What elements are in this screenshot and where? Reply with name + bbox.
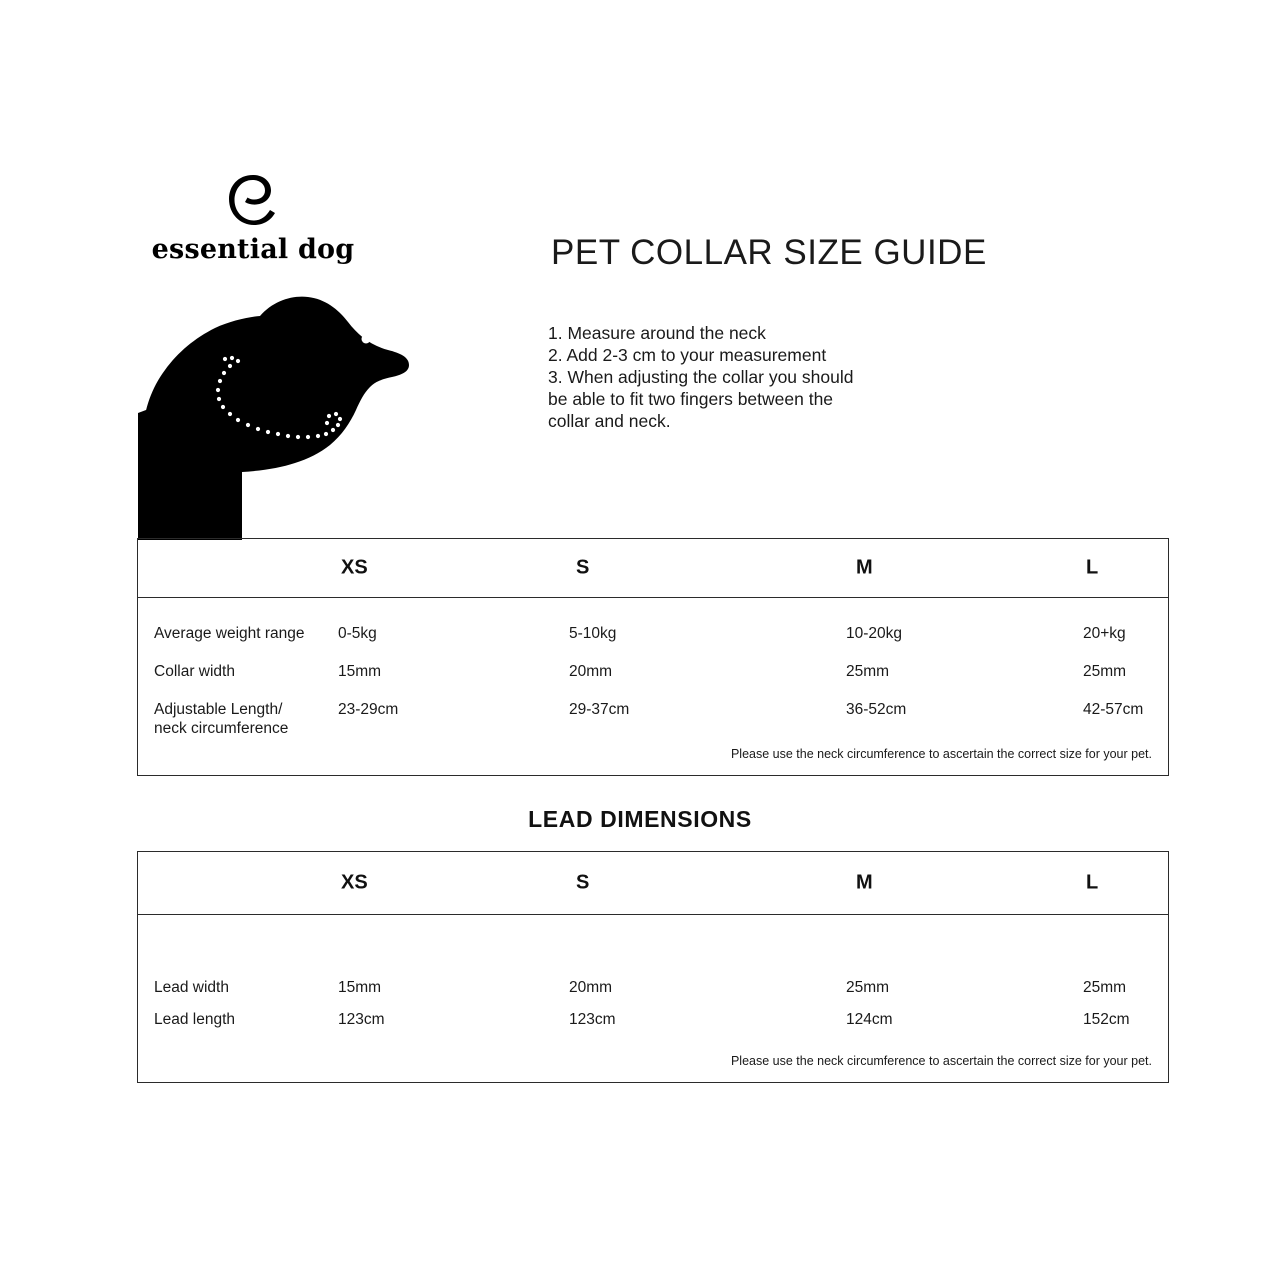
cell-adjustable-length-s: 29-37cm xyxy=(569,701,630,718)
lead-dimensions-table xyxy=(137,851,1169,1083)
lead-table-footnote: Please use the neck circumference to ascertain the correct size for your pet. xyxy=(730,1054,1152,1068)
table-row xyxy=(138,662,1168,684)
lead-dimensions-title: LEAD DIMENSIONS xyxy=(528,806,752,832)
cell-collar-width-l: 25mm xyxy=(1083,663,1127,680)
cell-collar-width-xs: 15mm xyxy=(338,663,382,680)
collar-size-table xyxy=(137,538,1169,776)
cell-weight-m: 10-20kg xyxy=(846,625,903,642)
cell-weight-xs: 0-5kg xyxy=(338,625,377,642)
row-label-lead-width: Lead width xyxy=(154,979,229,996)
cell-lead-width-l: 25mm xyxy=(1083,979,1127,996)
cell-lead-width-m: 25mm xyxy=(846,979,890,996)
collar-column-header-l: L xyxy=(1086,556,1099,579)
cell-collar-width-m: 25mm xyxy=(846,663,890,680)
dog-illustration xyxy=(120,295,430,545)
table-row xyxy=(138,624,1168,646)
instructions-list xyxy=(548,322,968,432)
row-label-collar-width: Collar width xyxy=(154,663,235,680)
row-label-adjustable-length-line2: neck circumference xyxy=(154,720,289,737)
brand-name: essential dog xyxy=(151,234,355,265)
cell-adjustable-length-xs: 23-29cm xyxy=(338,701,399,718)
dog-head-silhouette xyxy=(132,297,409,545)
instruction-step-3: 3. When adjusting the collar you should xyxy=(548,367,854,387)
row-label-adjustable-length-line1: Adjustable Length/ xyxy=(154,701,283,718)
collar-column-header-m: M xyxy=(856,556,873,579)
cell-lead-length-m: 124cm xyxy=(846,1011,893,1028)
table-row xyxy=(138,1010,1168,1032)
row-label-adjustable-length xyxy=(154,700,288,738)
lead-column-header-l: L xyxy=(1086,871,1099,894)
collar-table-header-row xyxy=(138,539,1168,598)
cell-adjustable-length-l: 42-57cm xyxy=(1083,701,1144,718)
cell-collar-width-s: 20mm xyxy=(569,663,613,680)
brand-logo xyxy=(138,172,368,265)
collar-column-header-s: S xyxy=(576,556,590,579)
instruction-step-2: 2. Add 2-3 cm to your measurement xyxy=(548,345,827,365)
instruction-step-3-line-3: collar and neck. xyxy=(548,411,671,431)
collar-column-header-xs: XS xyxy=(341,556,368,579)
cell-lead-length-s: 123cm xyxy=(569,1011,616,1028)
table-row xyxy=(138,978,1168,1000)
lead-table-header-row xyxy=(138,852,1168,915)
instruction-step-3-line-2: be able to fit two fingers between the xyxy=(548,389,834,409)
cell-lead-width-s: 20mm xyxy=(569,979,613,996)
cell-lead-width-xs: 15mm xyxy=(338,979,382,996)
page-title: PET COLLAR SIZE GUIDE xyxy=(551,233,987,272)
lead-column-header-m: M xyxy=(856,871,873,894)
row-label-lead-length: Lead length xyxy=(154,1011,236,1028)
lead-column-header-s: S xyxy=(576,871,590,894)
cell-weight-l: 20+kg xyxy=(1083,625,1126,642)
row-label-average-weight-range: Average weight range xyxy=(154,625,305,642)
collar-table-footnote: Please use the neck circumference to ascertain the correct size for your pet. xyxy=(730,747,1152,761)
instruction-step-1: 1. Measure around the neck xyxy=(548,323,766,343)
table-row xyxy=(138,700,1168,740)
lead-column-header-xs: XS xyxy=(341,871,368,894)
cell-lead-length-xs: 123cm xyxy=(338,1011,385,1028)
cell-lead-length-l: 152cm xyxy=(1083,1011,1130,1028)
cell-adjustable-length-m: 36-52cm xyxy=(846,701,907,718)
cell-weight-s: 5-10kg xyxy=(569,625,617,642)
essential-dog-e-logo xyxy=(223,172,283,230)
